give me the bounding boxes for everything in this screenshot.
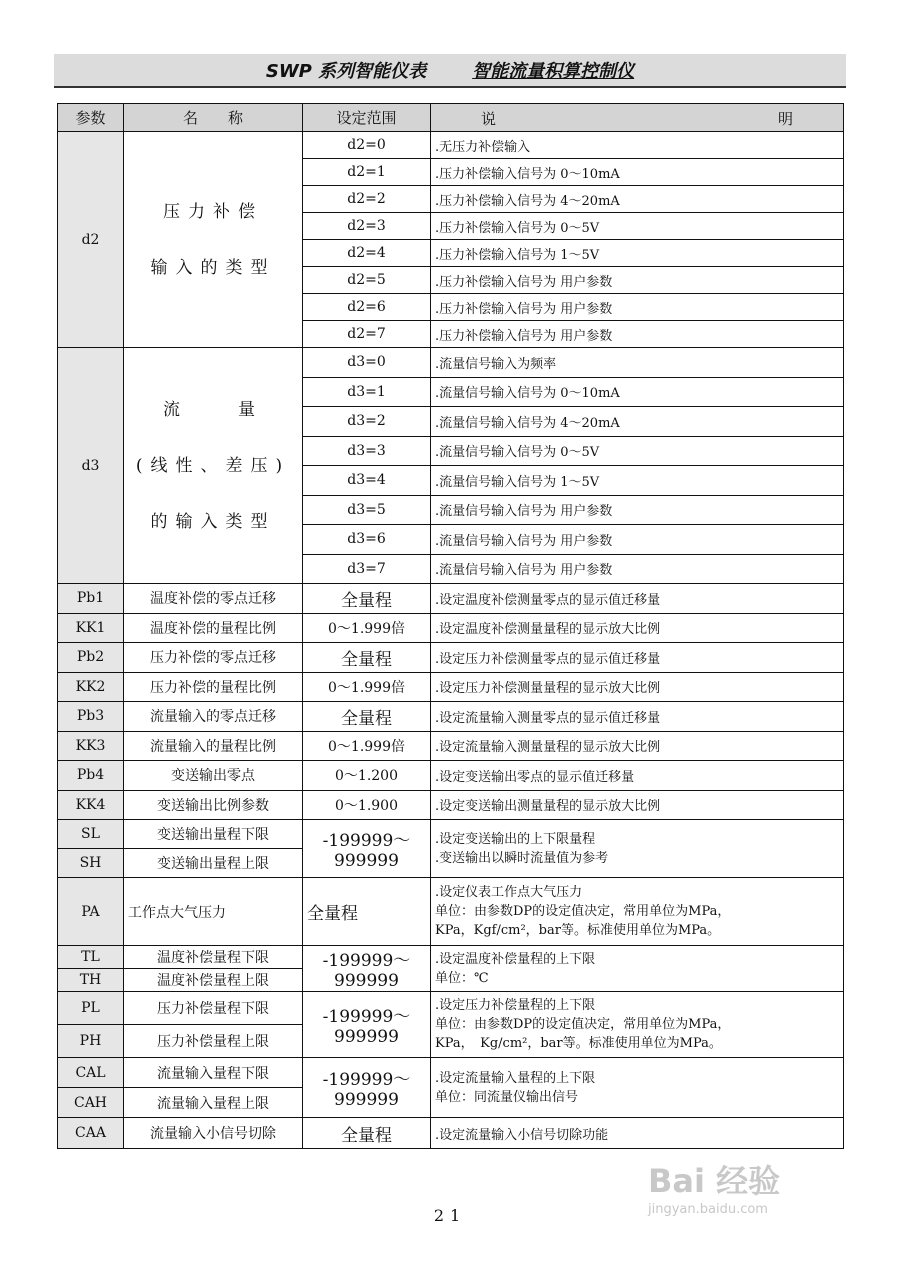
param-cell: KK3 [58, 731, 124, 761]
range-cell [303, 992, 431, 1058]
range-cell: d2=3 [303, 213, 431, 240]
desc-cell: .设定温度补偿测量量程的显示放大比例 [431, 613, 844, 643]
desc-line: .设定压力补偿量程的上下限 [435, 998, 596, 1013]
desc-line: .设定仪表工作点大气压力 [435, 885, 583, 900]
range-line1: -199999～ [322, 951, 411, 971]
param-cell: CAH [58, 1088, 124, 1118]
table-row [58, 643, 844, 673]
param-cell: SH [58, 849, 124, 878]
table-row [58, 992, 844, 1025]
param-cell: KK4 [58, 790, 124, 820]
range-cell: d3=3 [303, 436, 431, 466]
name-cell: 压力补偿的零点迁移 [124, 643, 303, 673]
parameter-table [57, 103, 844, 1149]
page-number: 21 [433, 1206, 467, 1225]
range-line2: 999999 [334, 1090, 399, 1110]
desc-cell: .流量信号输入信号为 用户参数 [431, 554, 844, 584]
desc-cell: .压力补偿输入信号为 0～5V [431, 213, 844, 240]
range-cell: 0～1.999倍 [303, 672, 431, 702]
desc-line: .设定温度补偿量程的上下限 [435, 951, 596, 967]
name-cell: 变送输出零点 [124, 761, 303, 791]
param-cell: TL [58, 946, 124, 969]
desc-cell [431, 878, 844, 946]
name-cell: 温度补偿的零点迁移 [124, 584, 303, 614]
name-cell: 温度补偿量程下限 [124, 946, 303, 969]
range-cell: 全量程 [303, 584, 431, 614]
range-line2: 999999 [334, 971, 399, 991]
param-cell: CAL [58, 1058, 124, 1088]
desc-cell: .设定流量输入小信号切除功能 [431, 1118, 844, 1149]
range-cell: d3=6 [303, 525, 431, 555]
range-cell: 全量程 [303, 878, 431, 946]
table-row [58, 878, 844, 946]
range-cell [303, 820, 431, 878]
name-cell: 流量输入的零点迁移 [124, 702, 303, 732]
range-cell: d3=1 [303, 377, 431, 407]
desc-cell [431, 946, 844, 992]
desc-cell: .压力补偿输入信号为 4～20mA [431, 186, 844, 213]
desc-cell: .压力补偿输入信号为 1～5V [431, 240, 844, 267]
range-cell: d3=7 [303, 554, 431, 584]
desc-cell: .流量信号输入信号为 用户参数 [431, 495, 844, 525]
param-cell: SL [58, 820, 124, 849]
desc-cell: .压力补偿输入信号为 用户参数 [431, 267, 844, 294]
range-cell: d2=7 [303, 321, 431, 348]
range-cell: d2=4 [303, 240, 431, 267]
param-cell: CAA [58, 1118, 124, 1149]
desc-cell: .无压力补偿输入 [431, 132, 844, 159]
range-cell: d2=1 [303, 159, 431, 186]
name-cell: 压力补偿量程下限 [124, 992, 303, 1025]
desc-cell: .流量信号输入为频率 [431, 348, 844, 378]
desc-cell: .设定变送输出测量量程的显示放大比例 [431, 790, 844, 820]
desc-line: KPa，Kgf/cm²，bar等。标准使用单位为MPa。 [435, 923, 721, 938]
range-cell: d2=0 [303, 132, 431, 159]
range-cell: 0～1.200 [303, 761, 431, 791]
table-row [58, 348, 844, 378]
name-d3-line1: 流 量 [163, 399, 263, 420]
name-cell: 压力补偿的量程比例 [124, 672, 303, 702]
param-d2: d2 [58, 132, 124, 348]
range-line1: -199999～ [322, 831, 411, 851]
name-d2-line1: 压力补偿 [163, 201, 263, 222]
name-cell: 变送输出比例参数 [124, 790, 303, 820]
desc-line: .变送输出以瞬时流量值为参考 [435, 850, 609, 866]
desc-line: 单位：同流量仪输出信号 [435, 1089, 579, 1105]
table-row [58, 613, 844, 643]
desc-cell: .流量信号输入信号为 0～5V [431, 436, 844, 466]
range-cell: 0～1.900 [303, 790, 431, 820]
param-cell: PL [58, 992, 124, 1025]
desc-line: KPa， Kg/cm²，bar等。标准使用单位为MPa。 [435, 1036, 722, 1051]
table-row [58, 672, 844, 702]
desc-cell: .流量信号输入信号为 0～10mA [431, 377, 844, 407]
range-cell: d3=2 [303, 407, 431, 437]
desc-line: .设定变送输出的上下限量程 [435, 831, 596, 847]
desc-cell: .设定流量输入测量量程的显示放大比例 [431, 731, 844, 761]
product-title: 智能流量积算控制仪 [472, 61, 635, 82]
series-title: SWP 系列智能仪表 [265, 61, 427, 82]
col-header-range: 设定范围 [303, 104, 431, 132]
name-cell: 压力补偿量程上限 [124, 1025, 303, 1058]
param-cell: KK1 [58, 613, 124, 643]
table-row [58, 132, 844, 159]
range-cell: d2=2 [303, 186, 431, 213]
table-row [58, 820, 844, 849]
range-line2: 999999 [334, 1027, 399, 1047]
col-header-name: 名 称 [124, 104, 303, 132]
param-cell: PA [58, 878, 124, 946]
desc-cell: .设定温度补偿测量零点的显示值迁移量 [431, 584, 844, 614]
range-line1: -199999～ [322, 1070, 411, 1090]
range-line1: -199999～ [322, 1007, 411, 1027]
desc-line: 单位：由参数DP的设定值决定，常用单位为MPa， [435, 1017, 731, 1032]
table-row [58, 946, 844, 969]
desc-line: 单位：℃ [435, 970, 489, 986]
param-cell: KK2 [58, 672, 124, 702]
desc-cell: .设定变送输出零点的显示值迁移量 [431, 761, 844, 791]
desc-cell: .压力补偿输入信号为 用户参数 [431, 321, 844, 348]
name-d3-line3: 的输入类型 [150, 511, 276, 532]
table-row [58, 1058, 844, 1088]
name-cell: 流量输入的量程比例 [124, 731, 303, 761]
desc-line: 单位：由参数DP的设定值决定，常用单位为MPa， [435, 904, 731, 919]
desc-line: .设定流量输入量程的上下限 [435, 1070, 596, 1086]
name-cell: 温度补偿量程上限 [124, 969, 303, 992]
range-cell: 全量程 [303, 643, 431, 673]
table-row [58, 761, 844, 791]
name-d2 [124, 132, 303, 348]
baidu-watermark [648, 1156, 848, 1226]
range-cell: d3=0 [303, 348, 431, 378]
desc-cell: .设定流量输入测量零点的显示值迁移量 [431, 702, 844, 732]
table-row [58, 1118, 844, 1149]
range-cell: 全量程 [303, 1118, 431, 1149]
range-cell: 全量程 [303, 702, 431, 732]
col-header-desc-right: 明 [777, 110, 793, 128]
range-cell [303, 946, 431, 992]
desc-cell: .压力补偿输入信号为 用户参数 [431, 294, 844, 321]
col-header-desc-left: 说 [481, 110, 497, 128]
name-cell: 工作点大气压力 [124, 878, 303, 946]
table-row [58, 731, 844, 761]
page-header [54, 54, 846, 88]
table-row [58, 584, 844, 614]
name-cell: 温度补偿的量程比例 [124, 613, 303, 643]
param-cell: TH [58, 969, 124, 992]
param-cell: Pb2 [58, 643, 124, 673]
name-d3-line2: (线性、差压) [135, 455, 291, 476]
range-cell: d2=5 [303, 267, 431, 294]
desc-cell: .设定压力补偿测量量程的显示放大比例 [431, 672, 844, 702]
desc-cell: .流量信号输入信号为 用户参数 [431, 525, 844, 555]
desc-cell: .流量信号输入信号为 4～20mA [431, 407, 844, 437]
param-cell: Pb4 [58, 761, 124, 791]
name-cell: 变送输出量程上限 [124, 849, 303, 878]
param-cell: Pb1 [58, 584, 124, 614]
desc-cell: .压力补偿输入信号为 0～10mA [431, 159, 844, 186]
param-d3: d3 [58, 348, 124, 584]
watermark-url: jingyan.baidu.com [648, 1202, 768, 1217]
range-cell: d3=5 [303, 495, 431, 525]
range-cell: d3=4 [303, 466, 431, 496]
name-d3 [124, 348, 303, 584]
name-cell: 流量输入小信号切除 [124, 1118, 303, 1149]
desc-cell [431, 992, 844, 1058]
desc-cell: .流量信号输入信号为 1～5V [431, 466, 844, 496]
range-cell: 0～1.999倍 [303, 613, 431, 643]
name-cell: 变送输出量程下限 [124, 820, 303, 849]
watermark-logo: Bai 经验 [648, 1162, 781, 1200]
range-cell: d2=6 [303, 294, 431, 321]
col-header-param: 参数 [58, 104, 124, 132]
table-header-row [58, 104, 844, 132]
col-header-desc [431, 104, 844, 132]
table-row [58, 702, 844, 732]
name-d2-line2: 输入的类型 [150, 257, 276, 278]
name-cell: 流量输入量程上限 [124, 1088, 303, 1118]
range-line2: 999999 [334, 851, 399, 871]
param-cell: PH [58, 1025, 124, 1058]
param-cell: Pb3 [58, 702, 124, 732]
desc-cell [431, 1058, 844, 1118]
range-cell: 0～1.999倍 [303, 731, 431, 761]
desc-cell: .设定压力补偿测量零点的显示值迁移量 [431, 643, 844, 673]
table-row [58, 790, 844, 820]
range-cell [303, 1058, 431, 1118]
name-cell: 流量输入量程下限 [124, 1058, 303, 1088]
desc-cell [431, 820, 844, 878]
